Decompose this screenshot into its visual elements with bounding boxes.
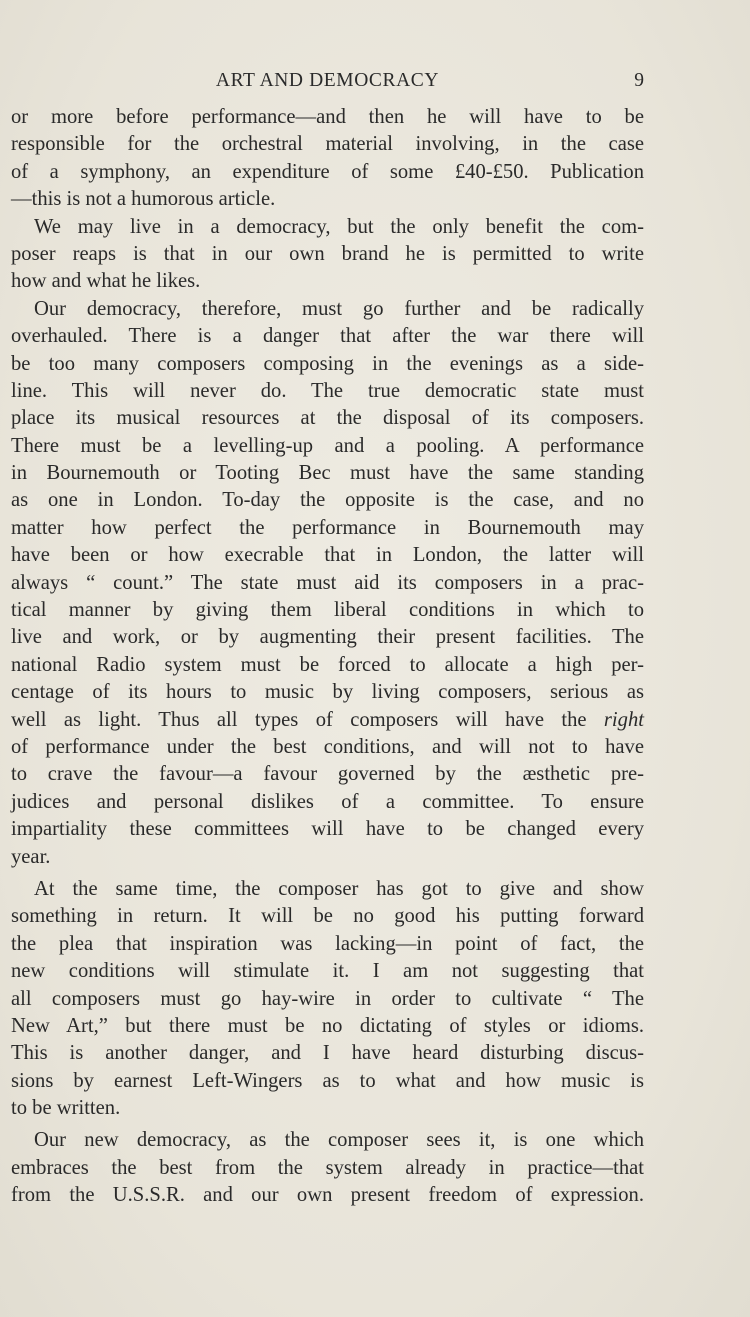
paragraph: [11, 876, 644, 1123]
paragraph: [11, 296, 644, 871]
text-line: in Bournemouth or Tooting Bec must have the same standing: [11, 462, 644, 485]
text-line: national Radio system must be forced to allocate a high per-: [11, 653, 644, 676]
text-line: line. This will never do. The true democratic state must: [11, 379, 644, 402]
text-line: This is another danger, and I have heard disturbing discus-: [11, 1042, 644, 1065]
text-line: something in return. It will be no good his putting forward: [11, 905, 644, 928]
text-line: embraces the best from the system already in practice—that: [11, 1156, 644, 1179]
text-line: how and what he likes.: [11, 270, 201, 293]
running-head: [11, 70, 644, 98]
text-line: of a symphony, an expenditure of some £40-£50. Publication: [11, 160, 644, 183]
text-line: There must be a levelling-up and a pooling. A performance: [11, 434, 644, 457]
paragraph: [11, 1127, 644, 1209]
text-fragment: well as light. Thus all types of composers will have the: [11, 708, 587, 731]
text-line: place its musical resources at the disposal of its composers.: [11, 407, 644, 430]
text-line: of performance under the best conditions, and will not to have: [11, 735, 644, 758]
page-number: 9: [634, 70, 644, 91]
text-line: poser reaps is that in our own brand he is permitted to write: [11, 242, 644, 265]
paragraph: [11, 104, 644, 214]
text-line: to be written.: [11, 1097, 121, 1120]
text-line: We may live in a democracy, but the only benefit the com-: [34, 215, 644, 238]
text-line: centage of its hours to music by living composers, serious as: [11, 681, 644, 704]
paragraph: [11, 214, 644, 296]
text-line: live and work, or by augmenting their present facilities. The: [11, 626, 644, 649]
text-line: or more before performance—and then he will have to be: [11, 106, 644, 128]
text-line: be too many composers composing in the evenings as a side-: [11, 352, 644, 375]
text-line: new conditions will stimulate it. I am not suggesting that: [11, 960, 644, 983]
text-line: year.: [11, 845, 51, 868]
text-line: Our democracy, therefore, must go further and be radically: [34, 297, 644, 320]
running-title: ART AND DEMOCRACY: [215, 70, 440, 91]
text-line: judices and personal dislikes of a committee. To ensure: [11, 790, 644, 813]
text-line: as one in London. To-day the opposite is the case, and no: [11, 489, 644, 512]
body-text: [11, 104, 644, 1210]
text-line: Our new democracy, as the composer sees it, is one which: [34, 1129, 644, 1152]
emphasis-right: right: [603, 708, 644, 731]
text-line: responsible for the orchestral material involving, in the case: [11, 133, 644, 156]
text-line: from the U.S.S.R. and our own present freedom of expression.: [11, 1184, 644, 1207]
text-line: impartiality these committees will have to be changed every: [11, 818, 644, 841]
text-line: overhauled. There is a danger that after the war there will: [11, 325, 644, 348]
text-line: sions by earnest Left-Wingers as to what and how music is: [11, 1069, 644, 1092]
text-line: the plea that inspiration was lacking—in point of fact, the: [11, 932, 644, 955]
text-line: have been or how execrable that in London, the latter will: [11, 544, 644, 567]
text-line: always “ count.” The state must aid its composers in a prac-: [11, 571, 644, 594]
text-line: to crave the favour—a favour governed by the æsthetic pre-: [11, 763, 644, 786]
text-line: New Art,” but there must be no dictating of styles or idioms.: [11, 1014, 644, 1037]
text-line: At the same time, the composer has got to give and show: [34, 877, 644, 900]
text-line: all composers must go hay-wire in order to cultivate “ The: [11, 987, 644, 1010]
text-line-with-emphasis: [11, 707, 644, 734]
text-line: matter how perfect the performance in Bournemouth may: [11, 516, 644, 539]
text-line: —this is not a humorous article.: [11, 188, 276, 211]
text-line: tical manner by giving them liberal conditions in which to: [11, 599, 644, 622]
